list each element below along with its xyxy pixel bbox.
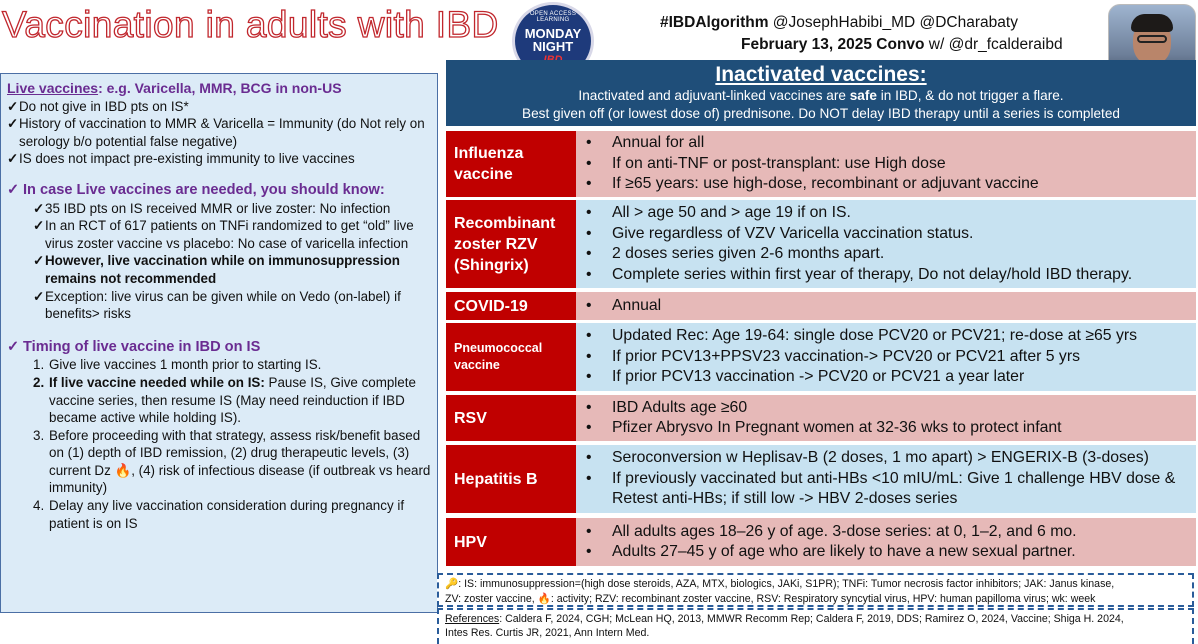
vaccine-name: HPV xyxy=(446,518,576,566)
list-item: 4. Delay any live vaccination consideration during pregnancy if patient is on IS xyxy=(33,498,405,531)
check-icon: ✓ xyxy=(7,98,19,114)
flame-icon: 🔥 xyxy=(537,592,551,605)
live-needed-heading: ✓ In case Live vaccines are needed, you should know: xyxy=(7,181,385,198)
check-icon: ✓ xyxy=(7,338,20,355)
timing-heading: ✓ Timing of live vaccine in IBD on IS xyxy=(7,338,261,355)
vaccine-row-zoster: Recombinant zoster RZV (Shingrix) • All > age 50 and > age 19 if on IS. • Give regardless of VZV Varicella vaccination status. • 2 doses series given 2-6 months apart. • Complete series within first year of therapy, Do not delay/hold IBD therapy. xyxy=(446,200,1196,288)
header-info xyxy=(660,12,1100,56)
vaccine-name: Recombinant zoster RZV (Shingrix) xyxy=(446,200,576,288)
list-item: ✓ In an RCT of 617 patients on TNFi randomized to get “old” live virus zoster vaccine vs placebo: No case of varicella infection xyxy=(33,218,414,251)
guest-handle[interactable]: w/ @dr_fcalderaibd xyxy=(924,36,1063,53)
vaccine-row-rsv: RSV • IBD Adults age ≥60 • Pfizer Abrysvo In Pregnant women at 32-36 wks to protect infant xyxy=(446,395,1196,441)
list-item: ✓ 35 IBD pts on IS received MMR or live zoster: No infection xyxy=(33,200,391,216)
vaccine-name: COVID-19 xyxy=(446,292,576,320)
references-label: References xyxy=(445,613,500,625)
check-icon: ✓ xyxy=(33,200,45,216)
vaccine-name: Influenza vaccine xyxy=(446,131,576,197)
vaccine-name: Pneumococcal vaccine xyxy=(446,323,576,391)
references-box: References: Caldera F, 2024, CGH; McLean HQ, 2013, MMWR Recomm Rep; Caldera F, 2019, DDS; Ramirez O, 2024, Vaccine; Shiga H. 2024, Intes Res. Curtis JR, 2021, Ann Intern Med. xyxy=(437,608,1194,644)
vaccine-row-covid: COVID-19 • Annual xyxy=(446,292,1196,320)
page-title: Vaccination in adults with IBD xyxy=(2,4,499,45)
list-item: ✓ IS does not impact pre-existing immunity to live vaccines xyxy=(7,151,355,167)
key-icon: 🔑 xyxy=(445,578,459,590)
list-item: 3. Before proceeding with that strategy, assess risk/benefit based on (1) depth of IBD remission, (2) drug therapeutic levels, (3) current Dz 🔥, (4) risk of infectious disease (if outbreak vs heard immunity) xyxy=(33,427,431,496)
flame-icon: 🔥 xyxy=(114,462,132,478)
live-vaccines-heading: Live vaccines: e.g. Varicella, MMR, BCG in non-US xyxy=(7,80,342,96)
vaccine-name: Hepatitis B xyxy=(446,445,576,513)
abbreviations-box: 🔑: IS: immunosuppression=(high dose steroids, AZA, MTX, biologics, JAKi, S1PR); TNFi: Tumor necrosis factor inhibitors; JAK: Janus kinase, ZV: zoster vaccine, 🔥: activity; RZV: recombinant zoster vaccine, RSV: Respiratory syncytial virus, HPV: human papilloma virus; wk: week xyxy=(437,573,1194,607)
vaccine-row-hpv: HPV • All adults ages 18–26 y of age. 3-dose series: at 0, 1–2, and 6 mo. • Adults 27–45 y of age who are likely to have a new sexual partner. xyxy=(446,518,1196,566)
author-handles[interactable]: @JosephHabibi_MD @DCharabaty xyxy=(768,14,1018,31)
list-item: ✓ Do not give in IBD pts on IS* xyxy=(7,98,189,114)
check-icon: ✓ xyxy=(33,253,45,269)
hashtag-link[interactable]: #IBDAlgorithm xyxy=(660,14,769,31)
inactivated-title: Inactivated vaccines: xyxy=(715,63,927,86)
list-item: ✓ Exception: live virus can be given while on Vedo (on-label) if benefits> risks xyxy=(33,288,401,322)
inactivated-vaccines-header: Inactivated vaccines: Inactivated and adjuvant-linked vaccines are safe in IBD, & do not trigger a flare. Best given off (or lowest dose of) prednisone. Do NOT delay IBD therapy until a series is completed xyxy=(446,60,1196,126)
monday-night-ibd-logo: OPEN ACCESS LEARNING MONDAY NIGHT xyxy=(512,2,594,80)
vaccine-row-influenza: Influenza vaccine • Annual for all • If on anti-TNF or post-transplant: use High dose • If ≥65 years: use high-dose, recombinant or adjuvant vaccine xyxy=(446,131,1196,197)
check-icon: ✓ xyxy=(33,288,45,304)
list-item: 2. If live vaccine needed while on IS: Pause IS, Give complete vaccine series, then resume IS (May need reinduction if IBD became active while holding IS). xyxy=(33,374,416,426)
vaccine-row-pneumococcal: Pneumococcal vaccine • Updated Rec: Age 19-64: single dose PCV20 or PCV21; re-dose at ≥65 yrs • If prior PCV13+PPSV23 vaccination-> PCV20 or PCV21 after 5 yrs • If prior PCV13 vaccination -> PCV20 or PCV21 a year later xyxy=(446,323,1196,391)
list-item: 1. Give live vaccines 1 month prior to starting IS. xyxy=(33,357,322,373)
vaccine-row-hepatitis-b: Hepatitis B • Seroconversion w Heplisav-B (2 doses, 1 mo apart) > ENGERIX-B (3-doses) • If previously vaccinated but anti-HBs <10 mIU/mL: Give 1 challenge HBV dose & Retest anti-HBs; if still low -> HBV 2-doses series xyxy=(446,445,1196,513)
check-icon: ✓ xyxy=(7,151,19,167)
list-item: ✓ However, live vaccination while on immunosuppression remains not recommended xyxy=(33,253,400,286)
vaccine-name: RSV xyxy=(446,395,576,441)
check-icon: ✓ xyxy=(7,181,20,198)
convo-date: February 13, 2025 Convo xyxy=(741,36,925,53)
check-icon: ✓ xyxy=(33,218,45,234)
live-vaccines-panel xyxy=(0,73,438,613)
list-item: ✓ History of vaccination to MMR & Varicella = Immunity (do Not rely on serology b/o potential false negative) xyxy=(7,116,425,149)
check-icon: ✓ xyxy=(7,116,19,132)
